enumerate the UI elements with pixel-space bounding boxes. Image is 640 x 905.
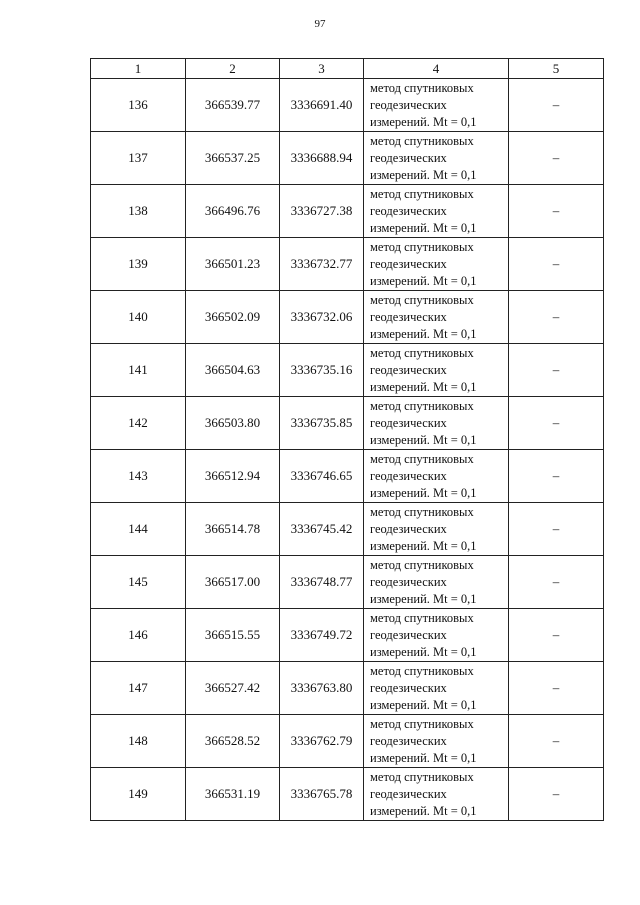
note-cell: – <box>509 238 604 291</box>
method-cell <box>364 79 509 132</box>
point-number-cell: 139 <box>91 238 186 291</box>
y-coordinate-cell: 3336735.85 <box>280 397 364 450</box>
note-cell: – <box>509 556 604 609</box>
note-cell: – <box>509 132 604 185</box>
point-number-cell: 146 <box>91 609 186 662</box>
header-col-4: 4 <box>364 59 509 79</box>
x-coordinate-cell: 366512.94 <box>186 450 280 503</box>
method-text-line: метод спутниковых <box>370 80 474 95</box>
method-text-line: метод спутниковых <box>370 557 474 572</box>
note-cell: – <box>509 79 604 132</box>
x-coordinate-cell: 366539.77 <box>186 79 280 132</box>
point-number-cell: 142 <box>91 397 186 450</box>
table-row <box>91 768 604 821</box>
table-row <box>91 450 604 503</box>
method-text-line: геодезических <box>370 362 447 377</box>
method-text-line: метод спутниковых <box>370 186 474 201</box>
table-row <box>91 503 604 556</box>
method-text-line: метод спутниковых <box>370 398 474 413</box>
x-coordinate-cell: 366527.42 <box>186 662 280 715</box>
y-coordinate-cell: 3336732.77 <box>280 238 364 291</box>
note-cell: – <box>509 185 604 238</box>
method-text-line: измерений. Mt = 0,1 <box>370 644 477 659</box>
y-coordinate-cell: 3336765.78 <box>280 768 364 821</box>
method-text-line: измерений. Mt = 0,1 <box>370 167 477 182</box>
coordinates-table <box>90 58 604 821</box>
point-number-cell: 148 <box>91 715 186 768</box>
x-coordinate-cell: 366517.00 <box>186 556 280 609</box>
method-cell <box>364 662 509 715</box>
method-cell <box>364 715 509 768</box>
method-text-line: измерений. Mt = 0,1 <box>370 379 477 394</box>
point-number-cell: 140 <box>91 291 186 344</box>
x-coordinate-cell: 366528.52 <box>186 715 280 768</box>
method-text-line: геодезических <box>370 415 447 430</box>
note-cell: – <box>509 450 604 503</box>
x-coordinate-cell: 366502.09 <box>186 291 280 344</box>
method-text-line: геодезических <box>370 627 447 642</box>
y-coordinate-cell: 3336746.65 <box>280 450 364 503</box>
point-number-cell: 144 <box>91 503 186 556</box>
point-number-cell: 138 <box>91 185 186 238</box>
note-cell: – <box>509 662 604 715</box>
table-row <box>91 79 604 132</box>
note-cell: – <box>509 344 604 397</box>
y-coordinate-cell: 3336732.06 <box>280 291 364 344</box>
method-text-line: измерений. Mt = 0,1 <box>370 432 477 447</box>
method-text-line: геодезических <box>370 203 447 218</box>
note-cell: – <box>509 609 604 662</box>
point-number-cell: 137 <box>91 132 186 185</box>
y-coordinate-cell: 3336691.40 <box>280 79 364 132</box>
y-coordinate-cell: 3336735.16 <box>280 344 364 397</box>
method-text-line: геодезических <box>370 468 447 483</box>
method-text-line: метод спутниковых <box>370 663 474 678</box>
method-cell <box>364 503 509 556</box>
table-body <box>91 79 604 821</box>
method-text-line: геодезических <box>370 733 447 748</box>
table-row <box>91 132 604 185</box>
point-number-cell: 143 <box>91 450 186 503</box>
table-row <box>91 291 604 344</box>
note-cell: – <box>509 397 604 450</box>
page-number: 97 <box>314 18 326 30</box>
method-text-line: геодезических <box>370 150 447 165</box>
method-text-line: метод спутниковых <box>370 345 474 360</box>
method-text-line: геодезических <box>370 680 447 695</box>
point-number-cell: 149 <box>91 768 186 821</box>
point-number-cell: 147 <box>91 662 186 715</box>
header-col-1: 1 <box>91 59 186 79</box>
method-text-line: геодезических <box>370 256 447 271</box>
table-row <box>91 238 604 291</box>
method-text-line: измерений. Mt = 0,1 <box>370 485 477 500</box>
table-row <box>91 556 604 609</box>
method-text-line: геодезических <box>370 574 447 589</box>
x-coordinate-cell: 366496.76 <box>186 185 280 238</box>
y-coordinate-cell: 3336748.77 <box>280 556 364 609</box>
x-coordinate-cell: 366531.19 <box>186 768 280 821</box>
method-text-line: измерений. Mt = 0,1 <box>370 220 477 235</box>
note-cell: – <box>509 503 604 556</box>
y-coordinate-cell: 3336745.42 <box>280 503 364 556</box>
method-text-line: измерений. Mt = 0,1 <box>370 273 477 288</box>
method-text-line: геодезических <box>370 521 447 536</box>
method-text-line: геодезических <box>370 309 447 324</box>
method-text-line: метод спутниковых <box>370 610 474 625</box>
method-text-line: метод спутниковых <box>370 716 474 731</box>
method-cell <box>364 609 509 662</box>
method-text-line: измерений. Mt = 0,1 <box>370 326 477 341</box>
x-coordinate-cell: 366503.80 <box>186 397 280 450</box>
method-text-line: измерений. Mt = 0,1 <box>370 750 477 765</box>
method-text-line: метод спутниковых <box>370 292 474 307</box>
x-coordinate-cell: 366537.25 <box>186 132 280 185</box>
method-text-line: метод спутниковых <box>370 239 474 254</box>
note-cell: – <box>509 715 604 768</box>
method-cell <box>364 450 509 503</box>
method-cell <box>364 238 509 291</box>
x-coordinate-cell: 366514.78 <box>186 503 280 556</box>
method-text-line: метод спутниковых <box>370 451 474 466</box>
method-text-line: измерений. Mt = 0,1 <box>370 538 477 553</box>
method-text-line: метод спутниковых <box>370 769 474 784</box>
table-row <box>91 662 604 715</box>
table-row <box>91 397 604 450</box>
method-text-line: измерений. Mt = 0,1 <box>370 697 477 712</box>
x-coordinate-cell: 366501.23 <box>186 238 280 291</box>
table-row <box>91 609 604 662</box>
table-row <box>91 715 604 768</box>
point-number-cell: 145 <box>91 556 186 609</box>
method-text-line: геодезических <box>370 786 447 801</box>
method-text-line: измерений. Mt = 0,1 <box>370 803 477 818</box>
method-text-line: метод спутниковых <box>370 133 474 148</box>
y-coordinate-cell: 3336763.80 <box>280 662 364 715</box>
y-coordinate-cell: 3336727.38 <box>280 185 364 238</box>
method-cell <box>364 768 509 821</box>
method-text-line: измерений. Mt = 0,1 <box>370 591 477 606</box>
x-coordinate-cell: 366504.63 <box>186 344 280 397</box>
note-cell: – <box>509 768 604 821</box>
method-text-line: метод спутниковых <box>370 504 474 519</box>
table-row <box>91 185 604 238</box>
method-text-line: геодезических <box>370 97 447 112</box>
header-col-5: 5 <box>509 59 604 79</box>
header-col-2: 2 <box>186 59 280 79</box>
method-cell <box>364 291 509 344</box>
table-header-row <box>91 59 604 79</box>
y-coordinate-cell: 3336688.94 <box>280 132 364 185</box>
method-cell <box>364 397 509 450</box>
method-cell <box>364 185 509 238</box>
table-row <box>91 344 604 397</box>
method-cell <box>364 132 509 185</box>
method-cell <box>364 344 509 397</box>
header-col-3: 3 <box>280 59 364 79</box>
note-cell: – <box>509 291 604 344</box>
method-cell <box>364 556 509 609</box>
y-coordinate-cell: 3336749.72 <box>280 609 364 662</box>
point-number-cell: 136 <box>91 79 186 132</box>
y-coordinate-cell: 3336762.79 <box>280 715 364 768</box>
x-coordinate-cell: 366515.55 <box>186 609 280 662</box>
point-number-cell: 141 <box>91 344 186 397</box>
method-text-line: измерений. Mt = 0,1 <box>370 114 477 129</box>
